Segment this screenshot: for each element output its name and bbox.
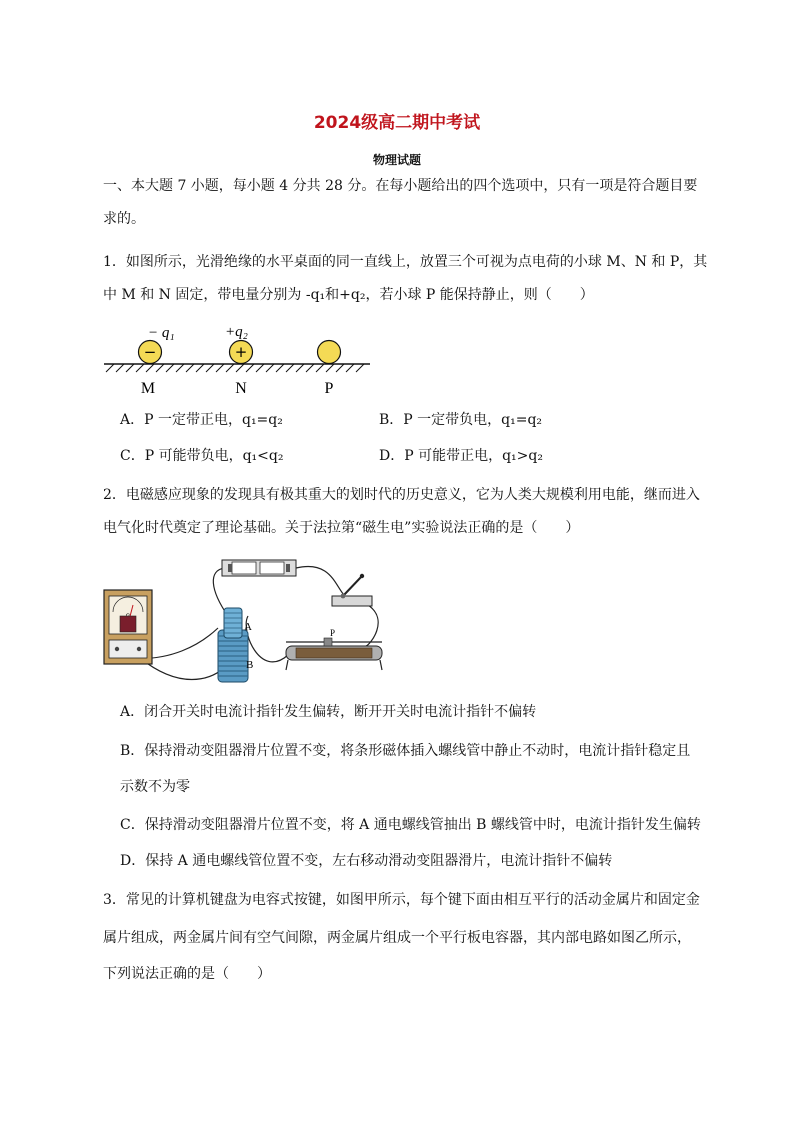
q1-option-c: C．P 可能带负电，q₁<q₂: [120, 448, 284, 464]
charge-label-q1: − q₁: [148, 325, 175, 341]
q3-stem-line2: 属片组成，两金属片间有空气间隙，两金属片组成一个平行板电容器，其内部电路如图乙所示，: [103, 930, 691, 946]
label-N: N: [235, 380, 247, 397]
q2-stem-line1: 2．电磁感应现象的发现具有极其重大的划时代的历史意义，它为人类大规模利用电能，继而进入: [103, 487, 700, 503]
galvanometer: [104, 590, 152, 664]
plus-sign: +: [234, 343, 248, 361]
minus-sign: −: [143, 343, 157, 361]
q2-option-b-line1: B．保持滑动变阻器滑片位置不变，将条形磁体插入螺线管中静止不动时，电流计指针稳定且: [120, 743, 691, 759]
charge-label-q2: +q₂: [225, 324, 248, 340]
q2-faraday-apparatus-figure: [100, 550, 392, 688]
ball-P: [318, 341, 341, 364]
q2-option-c: C．保持滑动变阻器滑片位置不变，将 A 通电螺线管抽出 B 螺线管中时，电流计指针发生偏转: [120, 817, 701, 833]
q1-option-a: A．P 一定带正电，q₁=q₂: [120, 412, 283, 428]
q1-charges-figure: [100, 318, 372, 400]
page-title: 2024级高二期中考试: [313, 113, 481, 133]
q2-option-d: D．保持 A 通电螺线管位置不变，左右移动滑动变阻器滑片，电流计指针不偏转: [120, 853, 613, 869]
label-B: B: [246, 659, 254, 671]
section-instruction-line1: 一、本大题 7 小题，每小题 4 分共 28 分。在每小题给出的四个选项中，只有一项是符合题目要: [103, 178, 698, 194]
q1-option-d: D．P 可能带正电，q₁>q₂: [379, 448, 543, 464]
page-subtitle: 物理试题: [372, 153, 421, 167]
q1-option-b: B．P 一定带负电，q₁=q₂: [379, 412, 543, 428]
q2-option-b-line2: 示数不为零: [120, 779, 190, 795]
q2-option-a: A．闭合开关时电流计指针发生偏转，断开开关时电流计指针不偏转: [120, 704, 537, 720]
rheostat: [286, 628, 382, 670]
label-M: M: [140, 380, 156, 397]
q3-stem-line3: 下列说法正确的是（ ）: [103, 966, 271, 982]
label-slider-P: P: [330, 628, 336, 638]
table-hatching: [106, 364, 364, 372]
label-A: A: [244, 621, 252, 633]
switch: [332, 574, 372, 606]
q1-stem-line2: 中 M 和 N 固定，带电量分别为 -q₁和+q₂，若小球 P 能保持静止，则（ ）: [103, 287, 594, 303]
q1-stem-line1: 1．如图所示，光滑绝缘的水平桌面的同一直线上，放置三个可视为点电荷的小球 M、N 和 P，其: [103, 254, 708, 270]
battery: [222, 560, 296, 576]
label-P: P: [324, 380, 334, 397]
solenoid-a: [224, 608, 242, 638]
q2-stem-line2: 电气化时代奠定了理论基础。关于法拉第“磁生电”实验说法正确的是（ ）: [103, 520, 580, 536]
section-instruction-line2: 求的。: [103, 211, 145, 227]
q3-stem-line1: 3．常见的计算机键盘为电容式按键，如图甲所示，每个键下面由相互平行的活动金属片和固定金: [103, 892, 700, 908]
